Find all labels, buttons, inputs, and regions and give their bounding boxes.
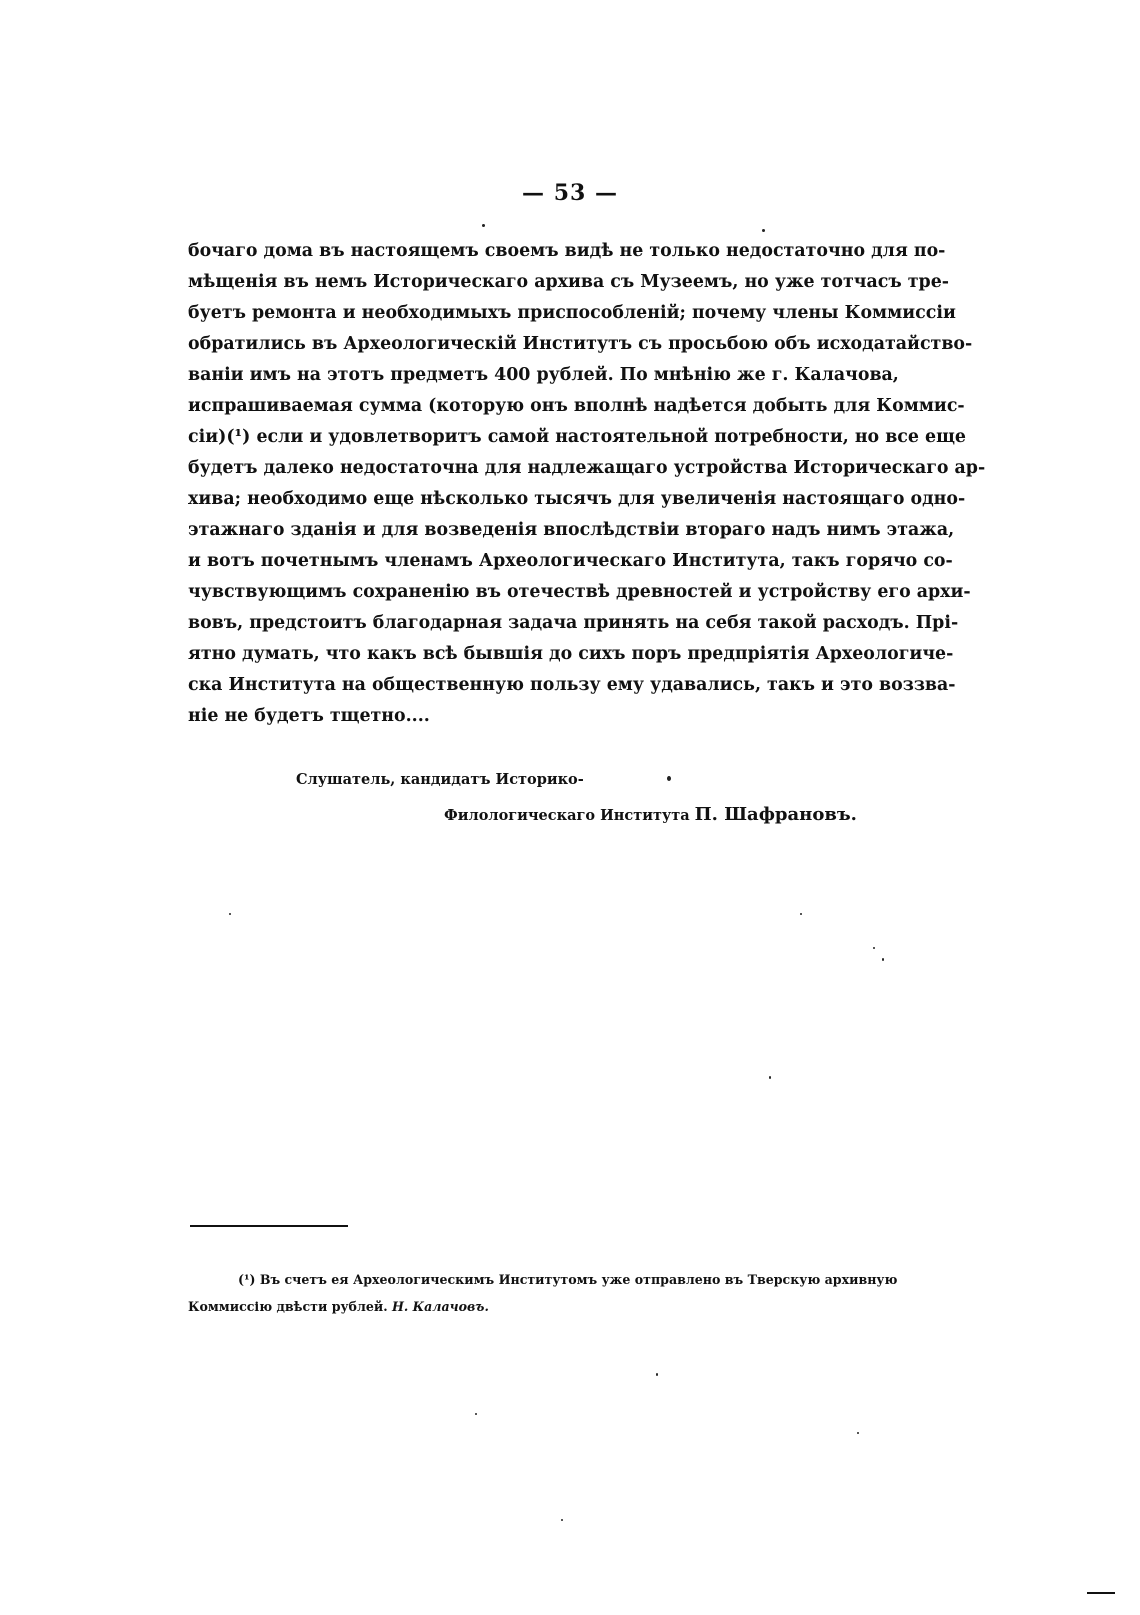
scan-speck: [475, 1413, 477, 1415]
body-line: хива; необходимо еще нѣсколько тысячъ для увеличенія настоящаго одно-: [188, 489, 966, 509]
scan-speck: [656, 1373, 658, 1376]
footnote-line-1: (¹) Въ счетъ ея Археологическимъ Институтомъ уже отправлено въ Тверскую архивную: [238, 1272, 898, 1287]
body-line: и вотъ почетнымъ членамъ Археологическаго Института, такъ горячо со-: [188, 551, 953, 571]
footnote-line-2: [188, 1293, 894, 1320]
scan-speck: [482, 224, 485, 227]
scan-speck: [873, 947, 875, 949]
body-line: этажнаго зданія и для возведенія впослѣдствіи втораго надъ нимъ этажа,: [188, 520, 955, 540]
body-text: [188, 236, 986, 732]
body-line: будетъ далеко недостаточна для надлежащаго устройства Историческаго ар-: [188, 458, 986, 478]
scan-edge-mark: [1087, 1592, 1115, 1594]
body-line: чувствующимъ сохраненію въ отечествѣ древностей и устройству его архи-: [188, 582, 971, 602]
scan-speck: [229, 913, 231, 915]
scan-speck: [667, 776, 671, 781]
body-line: ятно думать, что какъ всѣ бывшія до сихъ поръ предпріятія Археологиче-: [188, 644, 954, 664]
scan-speck: [857, 1432, 859, 1434]
scan-speck: [762, 229, 765, 232]
body-line: ніе не будетъ тщетно....: [188, 706, 430, 726]
signature-institute: Филологическаго Института: [444, 807, 690, 824]
footnote-author: Н. Калачовъ.: [391, 1299, 489, 1314]
signature-author: П. Шафрановъ.: [694, 804, 857, 825]
body-line: испрашиваемая сумма (которую онъ вполнѣ надѣется добыть для Коммис-: [188, 396, 965, 416]
body-line: бочаго дома въ настоящемъ своемъ видѣ не только недостаточно для по-: [188, 241, 946, 261]
footnote-rule: [190, 1225, 348, 1227]
scan-speck: [769, 1076, 771, 1079]
body-line: вовъ, предстоитъ благодарная задача принять на себя такой расходъ. Прі-: [188, 613, 959, 633]
scan-speck: [561, 1519, 563, 1521]
scan-speck: [800, 913, 802, 915]
signature-line-2: [444, 804, 857, 825]
body-line: сіи)(¹) если и удовлетворитъ самой настоятельной потребности, но все еще: [188, 427, 966, 447]
footnote: [188, 1266, 898, 1320]
scan-speck: [882, 958, 884, 961]
body-line: мѣщенія въ немъ Историческаго архива съ Музеемъ, но уже тотчасъ тре-: [188, 272, 949, 292]
footnote-text: Коммиссію двѣсти рублей.: [188, 1299, 388, 1314]
body-line: буетъ ремонта и необходимыхъ приспособленій; почему члены Коммиссіи: [188, 303, 956, 323]
page-number: — 53 —: [522, 180, 618, 206]
body-line: ска Института на общественную пользу ему удавались, такъ и это воззва-: [188, 675, 956, 695]
signature-line-1: Слушатель, кандидатъ Историко-: [296, 771, 584, 788]
body-line: ваніи имъ на этотъ предметъ 400 рублей. По мнѣнію же г. Калачова,: [188, 365, 899, 385]
body-line: обратились въ Археологическій Институтъ съ просьбою объ исходатайство-: [188, 334, 973, 354]
